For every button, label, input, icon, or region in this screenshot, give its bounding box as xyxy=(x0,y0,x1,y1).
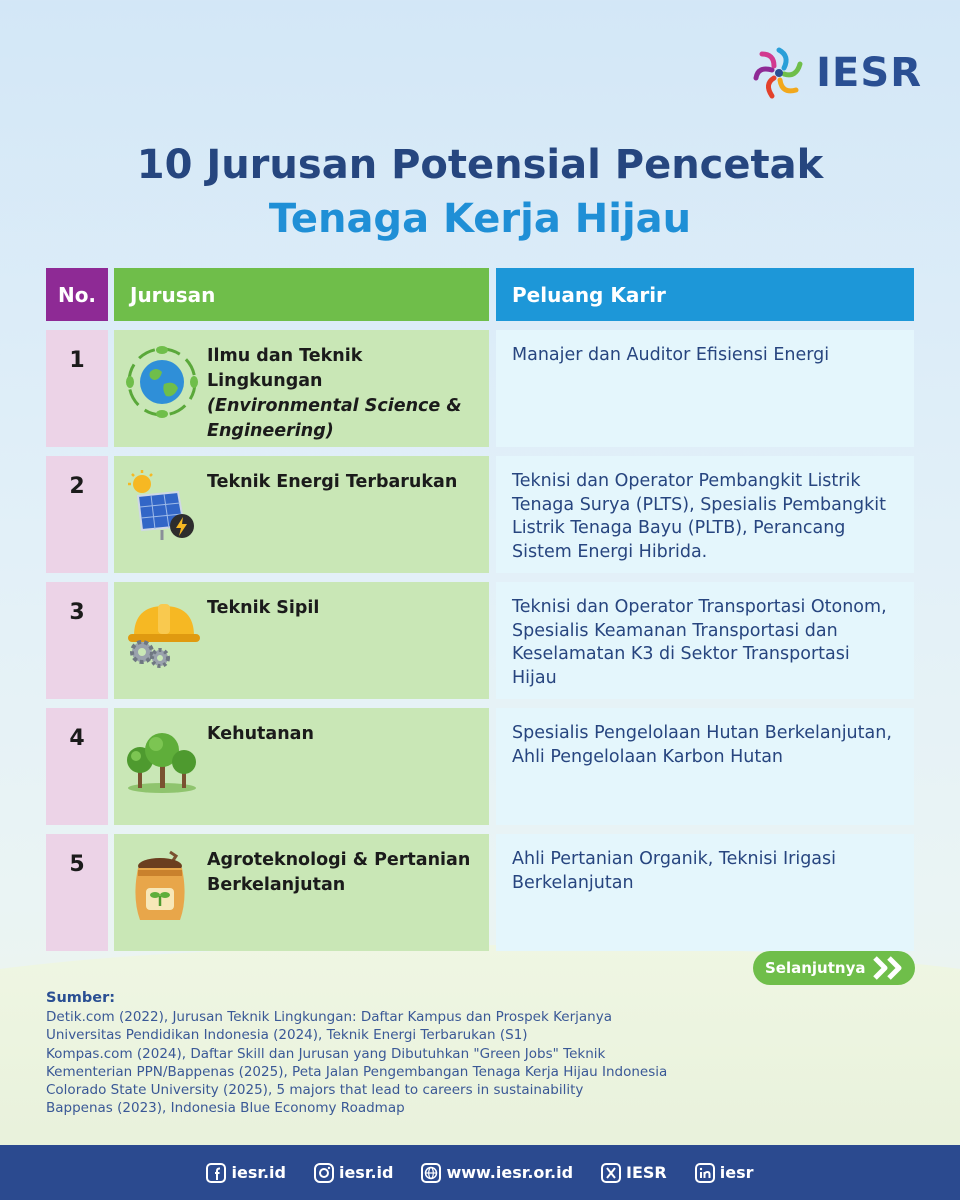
title-line-2: Tenaga Kerja Hijau xyxy=(268,196,692,242)
table-row xyxy=(46,582,914,699)
row-number: 3 xyxy=(46,582,108,699)
jurusan-label xyxy=(207,596,479,621)
footer-instagram[interactable] xyxy=(314,1163,393,1183)
row-number: 1 xyxy=(46,330,108,447)
jurusan-name-english: (Environmental Science & Engineering) xyxy=(207,396,462,441)
next-button[interactable] xyxy=(753,951,915,985)
x-icon xyxy=(601,1163,621,1183)
footer-x[interactable] xyxy=(601,1163,667,1183)
jurusan-cell xyxy=(114,456,489,573)
title-line-1: 10 Jurusan Potensial Pencetak xyxy=(136,142,824,188)
source-item: Colorado State University (2025), 5 majors that lead to careers in sustainability xyxy=(46,1082,584,1099)
sources-section xyxy=(46,990,667,1118)
sources-title: Sumber: xyxy=(46,990,116,1006)
facebook-handle: iesr.id xyxy=(231,1163,286,1182)
row-number: 4 xyxy=(46,708,108,825)
footer-linkedin[interactable] xyxy=(695,1163,754,1183)
x-handle: IESR xyxy=(626,1163,667,1182)
page-title xyxy=(0,138,960,246)
logo-text: IESR xyxy=(816,50,922,96)
facebook-icon xyxy=(206,1163,226,1183)
source-item: Bappenas (2023), Indonesia Blue Economy Roadmap xyxy=(46,1100,405,1117)
header-peluang-karir: Peluang Karir xyxy=(496,268,914,321)
source-item: Kompas.com (2024), Daftar Skill dan Jurusan yang Dibutuhkan "Green Jobs" Teknik xyxy=(46,1045,606,1062)
table-row xyxy=(46,834,914,951)
row-number: 2 xyxy=(46,456,108,573)
instagram-icon xyxy=(314,1163,334,1183)
jurusan-name: Teknik Energi Terbarukan xyxy=(207,472,458,492)
source-item: Universitas Pendidikan Indonesia (2024), Teknik Energi Terbarukan (S1) xyxy=(46,1027,528,1044)
linkedin-handle: iesr xyxy=(719,1163,754,1182)
source-item: Kementerian PPN/Bappenas (2025), Peta Jalan Pengembangan Tenaga Kerja Hijau Indonesia xyxy=(46,1063,668,1080)
table-row xyxy=(46,330,914,447)
jurusan-label xyxy=(207,722,479,747)
earth-leaves-icon xyxy=(124,344,200,420)
jurusan-cell xyxy=(114,582,489,699)
jurusan-label xyxy=(207,848,479,898)
solar-panel-icon xyxy=(124,470,200,546)
website-url: www.iesr.or.id xyxy=(446,1163,574,1182)
next-button-label: Selanjutnya xyxy=(765,959,866,977)
header-jurusan: Jurusan xyxy=(114,268,489,321)
footer-bar xyxy=(0,1145,960,1200)
jurusan-name: Teknik Sipil xyxy=(207,598,320,618)
forest-trees-icon xyxy=(124,722,200,798)
table-row xyxy=(46,708,914,825)
jurusan-name: Ilmu dan Teknik Lingkungan xyxy=(207,346,363,391)
peluang-karir-cell: Teknisi dan Operator Transportasi Otonom, Spesialis Keamanan Transportasi dan Keselamatan K3 di Sektor Transportasi Hijau xyxy=(496,582,914,699)
peluang-karir-cell: Teknisi dan Operator Pembangkit Listrik Tenaga Surya (PLTS), Spesialis Pembangkit Listrik Tenaga Bayu (PLTB), Perancang Sistem Energi Hibrida. xyxy=(496,456,914,573)
peluang-karir-cell: Manajer dan Auditor Efisiensi Energi xyxy=(496,330,914,447)
linkedin-icon xyxy=(695,1163,715,1183)
footer-facebook[interactable] xyxy=(206,1163,285,1183)
jurusan-name: Agroteknologi & Pertanian Berkelanjutan xyxy=(207,850,471,895)
jurusan-cell xyxy=(114,330,489,447)
table-row xyxy=(46,456,914,573)
globe-icon xyxy=(421,1163,441,1183)
iesr-swirl-icon xyxy=(750,44,808,102)
header-no: No. xyxy=(46,268,108,321)
peluang-karir-cell: Ahli Pertanian Organik, Teknisi Irigasi Berkelanjutan xyxy=(496,834,914,951)
hard-hat-gears-icon xyxy=(124,596,200,672)
source-item: Detik.com (2022), Jurusan Teknik Lingkungan: Daftar Kampus dan Prospek Kerjanya xyxy=(46,1009,612,1025)
footer-website[interactable] xyxy=(421,1163,573,1183)
row-number: 5 xyxy=(46,834,108,951)
instagram-handle: iesr.id xyxy=(338,1163,394,1182)
double-chevron-right-icon xyxy=(871,956,909,980)
jurusan-cell xyxy=(114,834,489,951)
jurusan-name: Kehutanan xyxy=(207,724,314,744)
peluang-karir-cell: Spesialis Pengelolaan Hutan Berkelanjutan, Ahli Pengelolaan Karbon Hutan xyxy=(496,708,914,825)
iesr-logo xyxy=(750,44,922,102)
jurusan-label xyxy=(207,470,479,495)
jurusan-label xyxy=(207,344,479,444)
jurusan-cell xyxy=(114,708,489,825)
seed-sack-icon xyxy=(124,848,200,924)
